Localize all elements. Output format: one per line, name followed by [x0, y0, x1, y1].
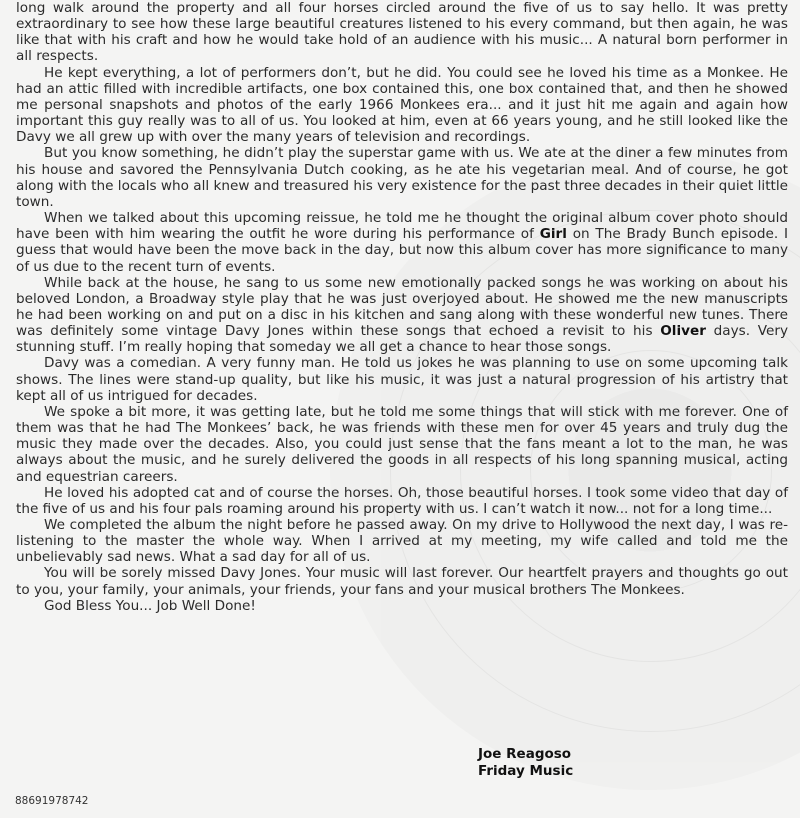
signature-company: Friday Music [478, 763, 574, 779]
paragraph-2: He kept everything, a lot of performers don’t, but he did. You could see he loved his time as a Monkee. He had an attic filled with incredible artifacts, one box contained this, one box contained that, and then he showed me personal snapshots and photos of the early 1966 Monkees era... and it just hit me again and again how important this guy really was to all of us. You looked at him, even at 66 years young, and he still looked like the Davy we all grew up with over the many years of television and recordings. [16, 64, 788, 146]
paragraph-3: But you know something, he didn’t play the superstar game with us. We ate at the diner a few minutes from his house and savored the Pennsylvania Dutch cooking, as he ate his vegetarian meal. And of course, he got along with the locals who all knew and treasured his very existence for the past three decades in their quiet little town. [16, 145, 788, 210]
paragraph-5 [16, 275, 788, 356]
paragraph-5-text-a: While back at the house, he sang to us some new emotionally packed songs he was working on about his beloved London, a Broadway style play that he was just overjoyed about. He showed me the new manuscripts he had been working on and put on a disc in his kitchen and sang along with these wonderful new tunes. There was definitely some vintage Davy Jones within these songs that echoed a revisit to his [16, 274, 788, 340]
paragraph-6: Davy was a comedian. A very funny man. He told us jokes he was planning to use on some upcoming talk shows. The lines were stand-up quality, but like his music, it was just a natural progression of his artistry that kept all of us intrigued for decades. [16, 355, 788, 404]
liner-notes-body [16, 0, 788, 614]
paragraph-9: We completed the album the night before he passed away. On my drive to Hollywood the next day, I was re-listening to the master the whole way. When I arrived at my meeting, my wife called and told me the unbelievably sad news. What a sad day for all of us. [16, 517, 788, 566]
paragraph-8: He loved his adopted cat and of course the horses. Oh, those beautiful horses. I took some video that day of the five of us and his four pals roaming around his property with us. I can’t watch it now... not for a long time... [16, 484, 788, 517]
paragraph-10: You will be sorely missed Davy Jones. Your music will last forever. Our heartfelt prayers and thoughts go out to you, your family, your animals, your friends, your fans and your musical brothers The Monkees. [16, 565, 788, 598]
paragraph-4-text-b: on The Brady Bunch episode. I guess that would have been the move back in the day, but now this album cover has more significance to many of us due to the recent turn of events. [16, 226, 788, 275]
paragraph-11: God Bless You... Job Well Done! [44, 597, 256, 614]
signature-name: Joe Reagoso [478, 746, 572, 762]
catalog-number: 88691978742 [15, 795, 89, 807]
paragraph-1: long walk around the property and all four horses circled around the five of us to say hello. It was pretty extraordinary to see how these large beautiful creatures listened to his every command, but then again, he was like that with his craft and how he would take hold of an audience with his music... A natural born performer in all respects. [16, 0, 788, 65]
paragraph-5-text-b: days. Very stunning stuff. I’m really hoping that someday we all get a chance to hear those songs. [16, 323, 788, 356]
show-title-oliver: Oliver [660, 323, 706, 340]
paragraph-4 [16, 210, 788, 275]
paragraph-4-text-a: When we talked about this upcoming reissue, he told me he thought the original album cover photo should have been with him wearing the outfit he wore during his performance of [16, 210, 788, 243]
signature-block [478, 746, 573, 780]
paragraph-7: We spoke a bit more, it was getting late, but he told me some things that will stick with me forever. One of them was that he had The Monkees’ back, he was friends with these men for over 45 years and truly dug the music they made over the decades. Also, you could just sense that the fans meant a lot to the man, he was always about the music, and he surely delivered the goods in all respects of his long spanning musical, acting and equestrian careers. [16, 403, 788, 485]
song-title-girl: Girl [539, 226, 567, 243]
